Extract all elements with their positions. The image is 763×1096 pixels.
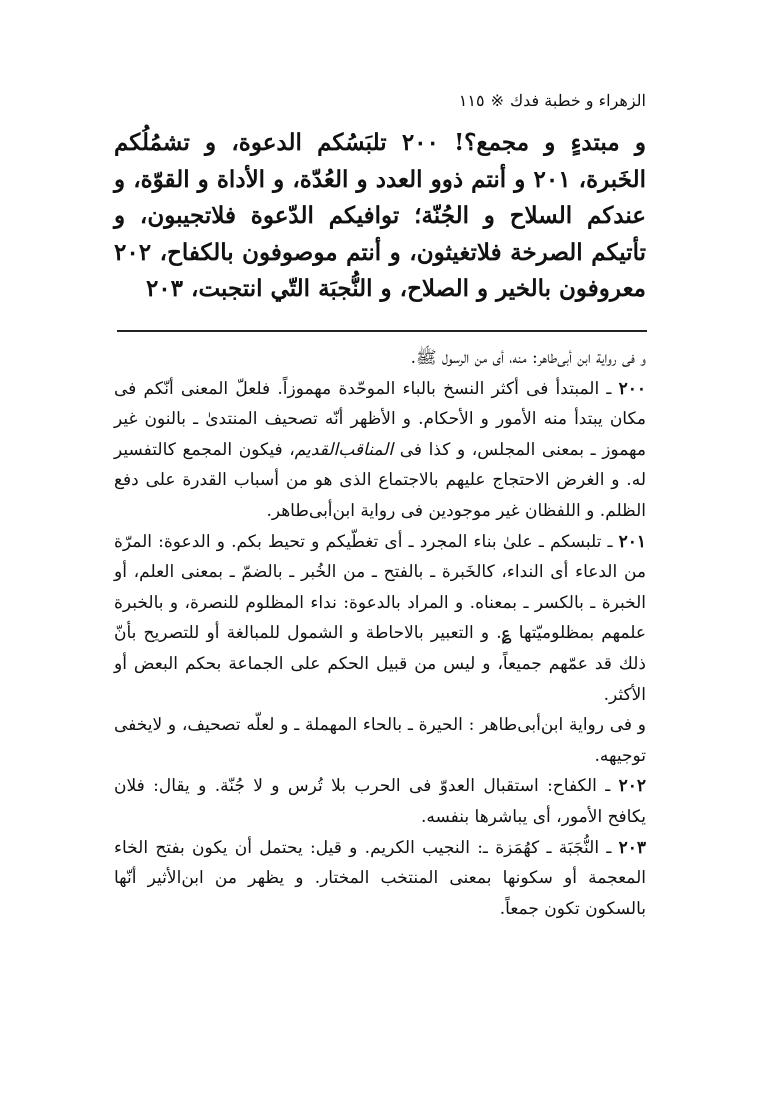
footnote-text: ـ المبتدأ فى أكثر النسخ بالباء الموحّدة مهموزاً. فلعلّ المعنى أنّكم فى مكان يبتدأ منه الأمور و الأحكام. و الأظهر أنّه تصحيف المنتدىٰ ـ بالنون غير مهموز ـ بمعنى المجلس، و كذا فى	[114, 378, 646, 460]
footnote-text: ـ النُّجَبَة ـ كهُمَزة ـ: النجيب الكريم. و قيل: يحتمل أن يكون بفتح الخاء المعجمة أو سكونها بمعنى المنتخب المختار. و يظهر من ابن‌الأثير أنّها بالسكون تكون جمعاً.	[114, 837, 646, 919]
footnote-text: ـ تلبسكم ـ علىٰ بناء المجرد ـ أى تغطّيكم و تحيط بكم. و الدعوة: المرّة من الدعاء أى النداء، كالخَبرة ـ بالفتح ـ من الخُبر ـ بالضمّ ـ بمعنى العلم، أو الخبرة ـ بالكسر ـ بمعناه. و المراد بالدعوة: نداء المظلوم للنصرة، و بالخبرة علمهم بمظلوميّتها ؏. و التعبير بالاحاطة و الشمول للمبالغة أو للتصريح بأنّ ذلك قد عمّهم جميعاً، و ليس من قبيل الحكم على الجماعة بحكم البعض أو الأكثر.	[114, 531, 646, 705]
header-title: الزهراء و خطبة فدك	[509, 91, 646, 110]
footnote-variant-reading	[114, 343, 646, 374]
footnotes	[114, 343, 646, 924]
footnote-text: ـ الكفاح: استقبال العدوّ فى الحرب بلا تُرس و لا جُنّة. و يقال: فلان يكافح الأمور، أى يباشرها بنفسه.	[114, 776, 646, 827]
footnote-text: و فى رواية ابن أبى‌طاهر: منه، أى من الرسول ﷺ.	[410, 348, 646, 368]
footnote-text-continued: ، فيكون المجمع كالتفسير له. و الغرض الاحتجاج عليهم بالاجتماع الذى هو من أسباب القدرة على دفع الظلم. و اللفظان غير موجودين فى رواية ابن‌أبى‌طاهر.	[114, 439, 646, 521]
page-number: ١١٥	[458, 91, 485, 110]
footnote-200	[114, 374, 646, 527]
footnote-202	[114, 771, 646, 832]
footnote-number: ٢٠٣	[618, 837, 646, 858]
footnote-number: ٢٠١	[618, 531, 646, 552]
footnote-divider	[117, 330, 647, 332]
footnote-201	[114, 527, 646, 711]
footnote-number: ٢٠٢	[618, 776, 646, 797]
sermon-body-text: و مبتدءٍ و مجمع؟! ٢٠٠ تلبَسُكم الدعوة، و تشمُلُكم الخَبرة، ٢٠١ و أنتم ذوو العدد و العُدّة، و الأداة و القوّة، و عندكم السلاح و الجُنّة؛ توافيكم الدّعوة فلاتجيبون، و تأتيكم الصرخة فلاتغيثون، و أنتم موصوفون بالكفاح، ٢٠٢ معروفون بالخير و الصلاح، و النُّجبَة التّي انتجبت، ٢٠٣	[114, 129, 647, 302]
running-header	[126, 90, 646, 112]
header-separator: ※	[490, 91, 504, 110]
footnote-text: و فى رواية ابن‌أبى‌طاهر : الحيرة ـ بالحاء المهملة ـ و لعلّه تصحيف، و لايخفى توجيهه.	[114, 715, 646, 766]
footnote-number: ٢٠٠	[618, 378, 646, 399]
footnote-203	[114, 833, 646, 925]
footnote-variant-reading-2	[114, 710, 646, 771]
footnote-book-title: المناقب‌القديم	[294, 439, 394, 460]
